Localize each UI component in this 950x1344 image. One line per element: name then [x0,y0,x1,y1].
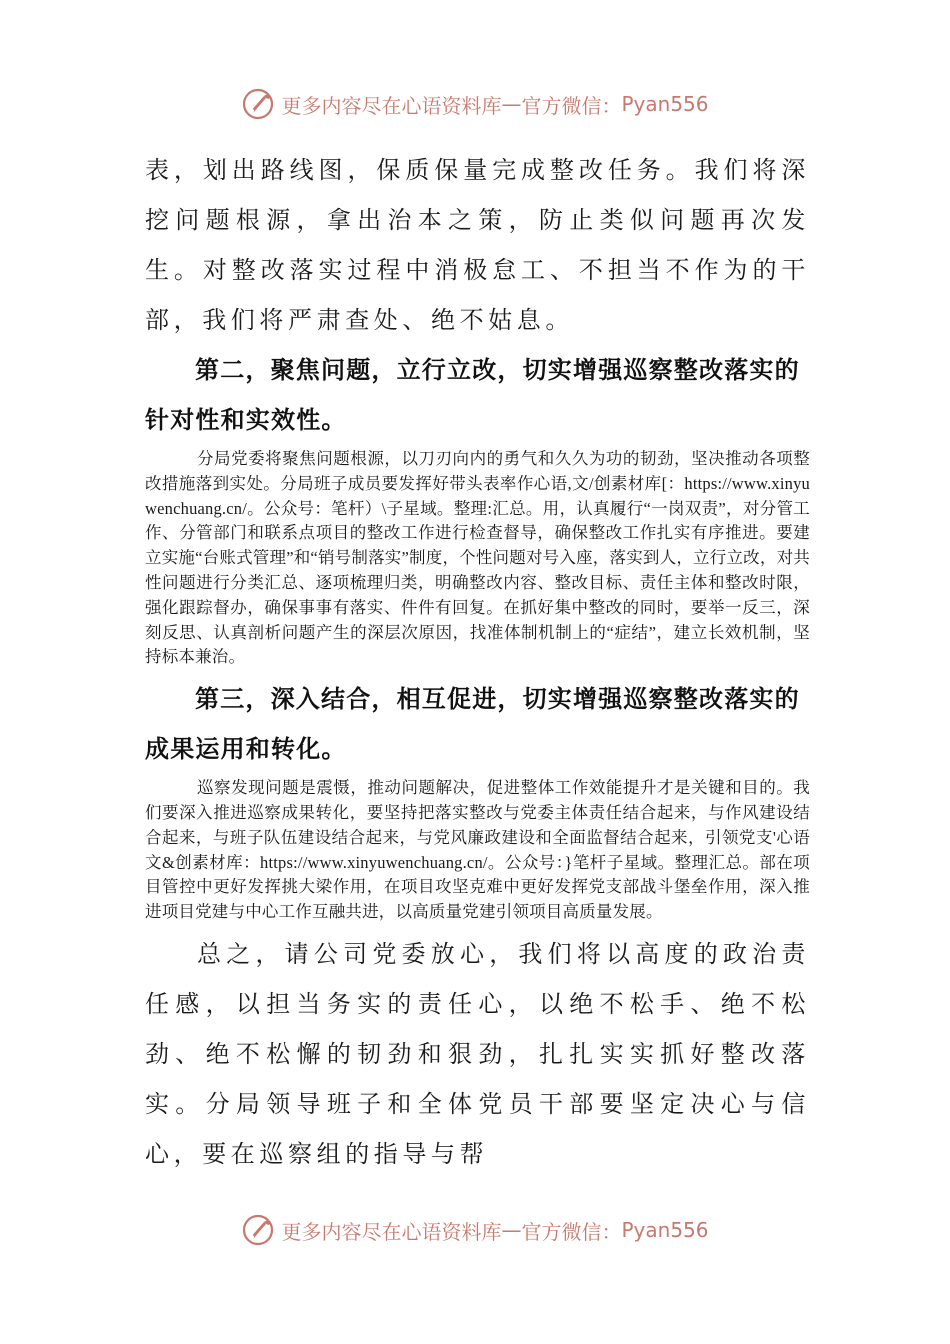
heading-second: 第二，聚焦问题，立行立改，切实增强巡察整改落实的针对性和实效性。 [145,356,800,434]
watermark-separator: — [501,1218,522,1242]
watermark-wechat-label: 官方微信： [521,1219,622,1244]
paragraph-2: 分局党委将聚焦问题根源，以刀刃向内的勇气和久久为功的韧劲，坚决推动各项整改措施落到实处。分局班子成员要发挥好带头表率作心语,文/创素材库[：https://www.xinyuwenchuang.cn/。公众号：笔杆）\子星域。整理:汇总。用，认真履行“一岗双责”，对分管工作、分管部门和联系点项目的整改工作进行检查督导，确保整改工作扎实有序推进。要建立实施“台账式管理”和“销号制落实”制度，个性问题对号入座，落实到人，立行立改，对共性问题进行分类汇总、逐项梳理归类，明确整改内容、整改目标、责任主体和整改时限，强化跟踪督办，确保事事有落实、件件有回复。在抓好集中整改的同时，要举一反三，深刻反思、认真剖析问题产生的深层次原因，找准体制机制上的“症结”，建立长效机制，坚持标本兼治。 [145,449,810,667]
watermark-banner-top [0,86,950,122]
watermark-wechat-label: 官方微信： [521,93,622,118]
paragraph-3: 巡察发现问题是震慑，推动问题解决，促进整体工作效能提升才是关键和目的。我们要深入推进巡察成果转化，要坚持把落实整改与党委主体责任结合起来，与作风建设结合起来，与班子队伍建设结合起来，与党风廉政建设和全面监督结合起来，引领党支'心语文&创素材库：https://www.xinyuwenchuang.cn/。公众号：}笔杆子星域。整理汇总。部在项目管控中更好发挥挑大梁作用，在项目攻坚克难中更好发挥党支部战斗堡垒作用，深入推进项目党建与中心工作互融共进，以高质量党建引领项目高质量发展。 [145,778,810,922]
watermark-banner-bottom [0,1212,950,1248]
watermark-wechat-id: Pyan556 [621,92,709,116]
heading-third: 第三，深入结合，相互促进，切实增强巡察整改落实的成果运用和转化。 [145,685,800,764]
paragraph-1: 表，划出路线图，保质保量完成整改任务。我们将深挖问题根源，拿出治本之策，防止类似问题再次发生。对整改落实过程中消极怠工、不担当不作为的干部，我们将严肃查处、绝不姑息。 [145,156,810,334]
watermark-separator: — [501,92,522,116]
watermark-text: 更多内容尽在心语资料库 [281,93,502,118]
quill-logo-icon [241,87,275,121]
document-body [145,145,810,1179]
quill-logo-icon [241,1213,275,1247]
watermark-text: 更多内容尽在心语资料库 [281,1219,502,1244]
paragraph-4: 总之，请公司党委放心，我们将以高度的政治责任感，以担当务实的责任心，以绝不松手、绝不松劲、绝不松懈的韧劲和狠劲，扎扎实实抓好整改落实。分局领导班子和全体党员干部要坚定决心与信心，要在巡察组的指导与帮 [145,939,810,1168]
watermark-wechat-id: Pyan556 [621,1218,709,1242]
